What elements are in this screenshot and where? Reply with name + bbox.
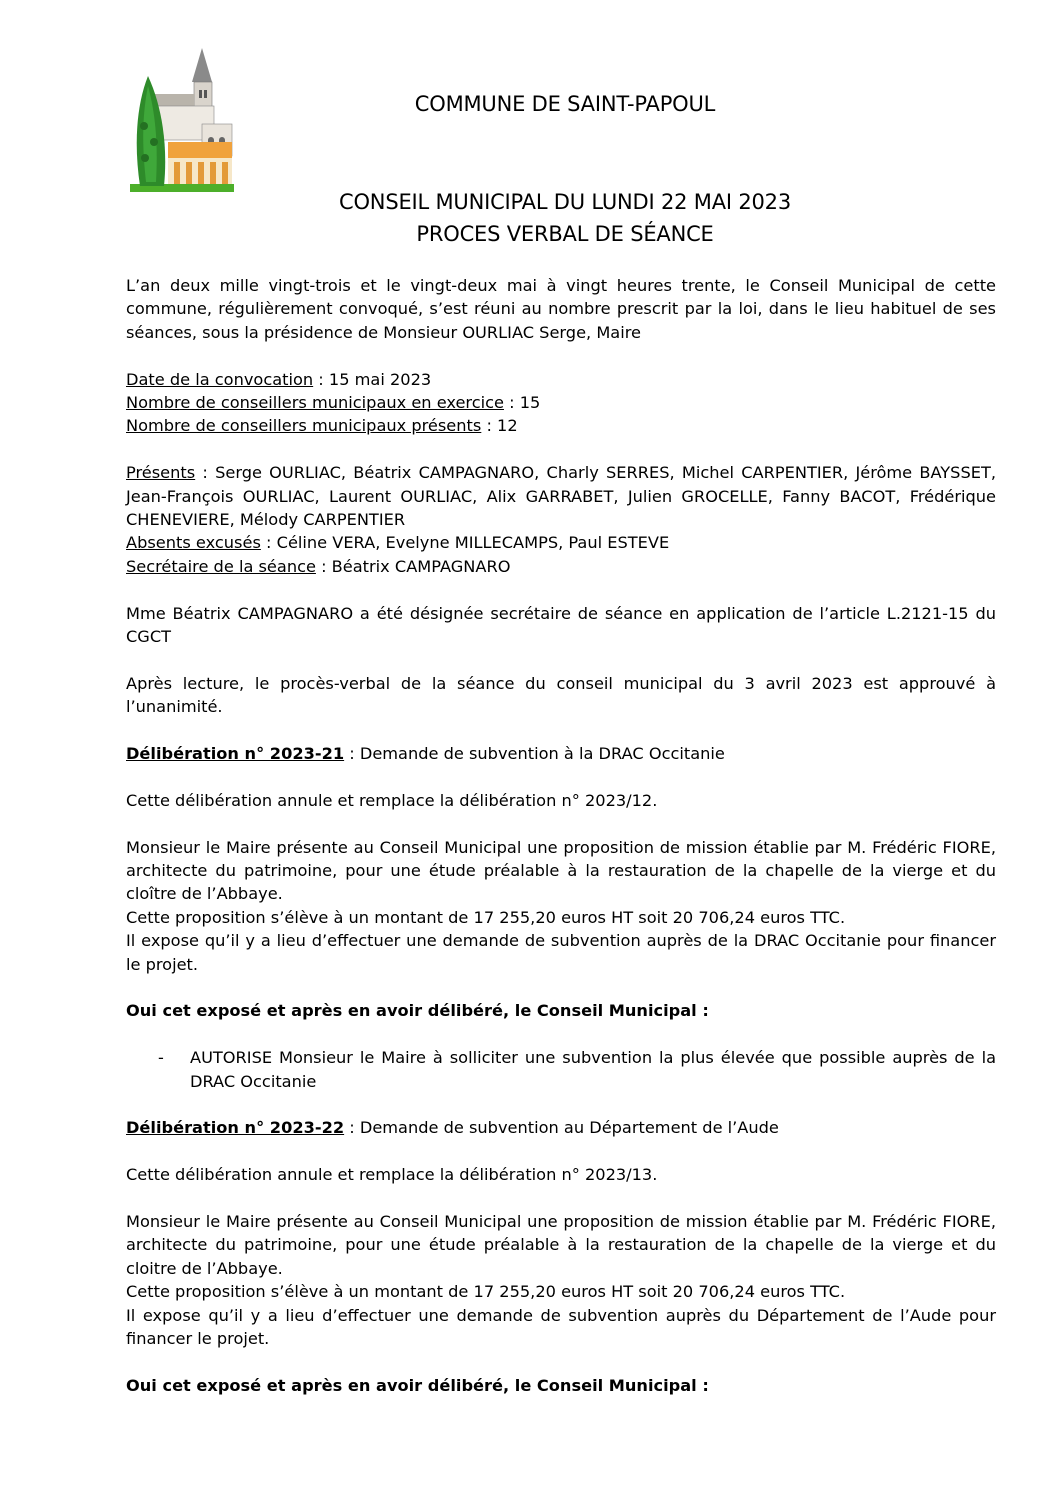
- deliberation-replaces: Cette délibération annule et remplace la délibération n° 2023/13.: [126, 1165, 658, 1185]
- deliberation-decision: Oui cet exposé et après en avoir délibéré, le Conseil Municipal :: [126, 1001, 709, 1021]
- absents-label: Absents excusés: [126, 533, 261, 553]
- church-logo: [130, 46, 234, 192]
- decision-bullet: [158, 1046, 996, 1093]
- deliberation-paragraph: Monsieur le Maire présente au Conseil Municipal une proposition de mission établie par M. Frédéric FIORE, architecte du patrimoine, pour une étude préalable à la restauration de la chapelle de la vierge et du cloitre de l’Abbaye.: [126, 1212, 996, 1278]
- deliberation-subject: : Demande de subvention à la DRAC Occitanie: [344, 744, 725, 764]
- presents-label: Présents: [126, 463, 196, 483]
- absents-value: : Céline VERA, Evelyne MILLECAMPS, Paul ESTEVE: [260, 533, 670, 553]
- deliberation-paragraph: Monsieur le Maire présente au Conseil Municipal une proposition de mission établie par M. Frédéric FIORE, architecte du patrimoine, pour une étude préalable à la restauration de la chapelle de la vierge et du cloître de l’Abbaye.: [126, 837, 996, 904]
- deliberation-number: Délibération n° 2023-22: [126, 1118, 345, 1138]
- bullet-dash: -: [158, 1048, 164, 1068]
- secretaire-line: [126, 555, 996, 578]
- secretaire-label: Secrétaire de la séance: [126, 556, 316, 576]
- convocation-value: : 15 mai 2023: [313, 369, 432, 389]
- commune-title: COMMUNE DE SAINT-PAPOUL: [414, 92, 716, 116]
- exercice-value: : 15: [503, 393, 541, 413]
- document-body: [126, 274, 996, 1397]
- deliberation-request: Il expose qu’il y a lieu d’effectuer une demande de subvention auprès du Département de l’Aude pour financer le projet.: [126, 1305, 996, 1349]
- presents-count-value: : 12: [481, 416, 518, 436]
- deliberation-decision: Oui cet exposé et après en avoir délibéré, le Conseil Municipal :: [126, 1375, 709, 1395]
- deliberation-number: Délibération n° 2023-21: [126, 744, 345, 764]
- deliberation-subject: : Demande de subvention au Département de l’Aude: [344, 1118, 779, 1138]
- secretaire-value: : Béatrix CAMPAGNARO: [315, 556, 511, 576]
- presents-line: [126, 461, 996, 531]
- presents-count-line: [126, 414, 996, 437]
- intro-paragraph: L’an deux mille vingt-trois et le vingt-deux mai à vingt heures trente, le Conseil Municipal de cette commune, régulièrement convoqué, s’est réuni au nombre prescrit par la loi, dans le lieu habituel de ses séances, sous la présidence de Monsieur OURLIAC Serge, Maire: [126, 276, 996, 342]
- deliberation-replaces: Cette délibération annule et remplace la délibération n° 2023/12.: [126, 790, 658, 810]
- convocation-label: Date de la convocation: [126, 369, 314, 389]
- meeting-title: CONSEIL MUNICIPAL DU LUNDI 22 MAI 2023: [339, 190, 791, 214]
- secretary-note: Mme Béatrix CAMPAGNARO a été désignée secrétaire de séance en application de l’article L.2121-15 du CGCT: [126, 603, 996, 647]
- absents-line: [126, 531, 996, 554]
- deliberation-amount: Cette proposition s’élève à un montant de 17 255,20 euros HT soit 20 706,24 euros TTC.: [126, 1282, 846, 1302]
- exercice-line: [126, 391, 996, 414]
- bullet-text: AUTORISE Monsieur le Maire à solliciter une subvention la plus élevée que possible auprès de la DRAC Occitanie: [190, 1048, 996, 1091]
- deliberation-heading: [126, 1116, 996, 1139]
- deliberation-amount: Cette proposition s’élève à un montant de 17 255,20 euros HT soit 20 706,24 euros TTC.: [126, 907, 846, 927]
- exercice-label: Nombre de conseillers municipaux en exercice: [126, 393, 504, 413]
- approval-paragraph: Après lecture, le procès-verbal de la séance du conseil municipal du 3 avril 2023 est approuvé à l’unanimité.: [126, 673, 996, 717]
- deliberation-request: Il expose qu’il y a lieu d’effectuer une demande de subvention auprès de la DRAC Occitanie pour financer le projet.: [126, 931, 996, 974]
- convocation-line: [126, 368, 996, 391]
- deliberation-heading: [126, 742, 996, 765]
- presents-value: : Serge OURLIAC, Béatrix CAMPAGNARO, Charly SERRES, Michel CARPENTIER, Jérôme BAYSSET, Jean-François OURLIAC, Laurent OURLIAC, Alix GARRABET, Julien GROCELLE, Fanny BACOT, Frédérique CHENEVIERE, Mélody CARPENTIER: [126, 463, 996, 530]
- document-type-title: PROCES VERBAL DE SÉANCE: [416, 222, 714, 246]
- presents-count-label: Nombre de conseillers municipaux présents: [126, 416, 482, 436]
